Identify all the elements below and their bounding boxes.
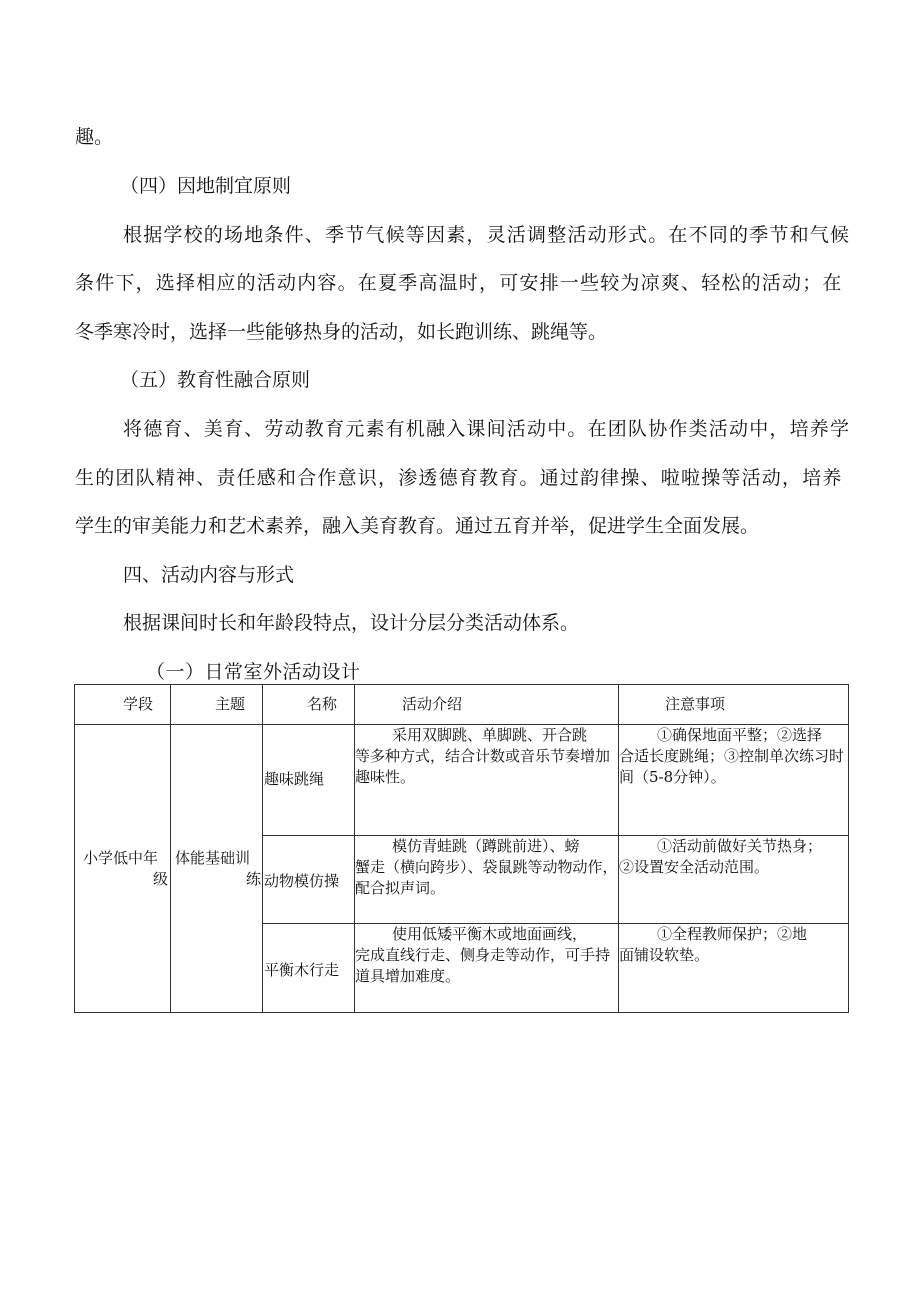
table-header-row — [75, 685, 849, 725]
activity-name-cell: 平衡木行走 — [263, 924, 355, 1013]
activity-name-cell: 动物模仿操 — [263, 836, 355, 924]
header-intro: 活动介绍 — [355, 685, 619, 725]
activity-table — [74, 684, 849, 1013]
activity-name-cell: 趣味跳绳 — [263, 725, 355, 836]
paragraph-line: 冬季寒冷时，选择一些能够热身的活动，如长跑训练、跳绳等。 — [75, 321, 608, 343]
paragraph-line: 将德育、美育、劳动教育元素有机融入课间活动中。在团队协作类活动中，培养学 — [123, 418, 851, 440]
activity-notes-cell: ①活动前做好关节热身； ②设置安全活动范围。 — [619, 836, 849, 924]
paragraph-line: 生的团队精神、责任感和合作意识，渗透德育教育。通过韵律操、啦啦操等活动，培养 — [75, 467, 843, 489]
text-line: 趣。 — [75, 126, 114, 148]
stage-cell: 小学低中年 级 — [75, 725, 171, 1013]
table-caption: （一）日常室外活动设计 — [146, 661, 361, 683]
header-stage: 学段 — [75, 685, 171, 725]
paragraph-line: 根据学校的场地条件、季节气候等因素，灵活调整活动形式。在不同的季节和气候 — [123, 224, 851, 246]
header-theme: 主题 — [171, 685, 263, 725]
activity-intro-cell: 采用双脚跳、单脚跳、开合跳 等多种方式，结合计数或音乐节奏增加趣味性。 — [355, 725, 619, 836]
activity-intro-cell: 模仿青蛙跳（蹲跳前进）、螃 蟹走（横向跨步）、袋鼠跳等动物动作，配合拟声词。 — [355, 836, 619, 924]
activity-intro-cell: 使用低矮平衡木或地面画线， 完成直线行走、侧身走等动作，可手持道具增加难度。 — [355, 924, 619, 1013]
paragraph-line: 学生的审美能力和艺术素养，融入美育教育。通过五育并举，促进学生全面发展。 — [75, 515, 760, 537]
section-heading: （五）教育性融合原则 — [120, 369, 311, 391]
section-heading: （四）因地制宜原则 — [120, 175, 292, 197]
chapter-heading: 四、活动内容与形式 — [123, 564, 295, 586]
table-row — [75, 725, 849, 836]
activity-notes-cell: ①全程教师保护；②地 面铺设软垫。 — [619, 924, 849, 1013]
paragraph-line: 根据课间时长和年龄段特点，设计分层分类活动体系。 — [123, 612, 580, 634]
header-notes: 注意事项 — [619, 685, 849, 725]
activity-notes-cell: ①确保地面平整；②选择 合适长度跳绳；③控制单次练习时间（5-8分钟）。 — [619, 725, 849, 836]
header-name: 名称 — [263, 685, 355, 725]
paragraph-line: 条件下，选择相应的活动内容。在夏季高温时，可安排一些较为凉爽、轻松的活动；在 — [75, 272, 843, 294]
theme-cell: 体能基础训 练 — [171, 725, 263, 1013]
